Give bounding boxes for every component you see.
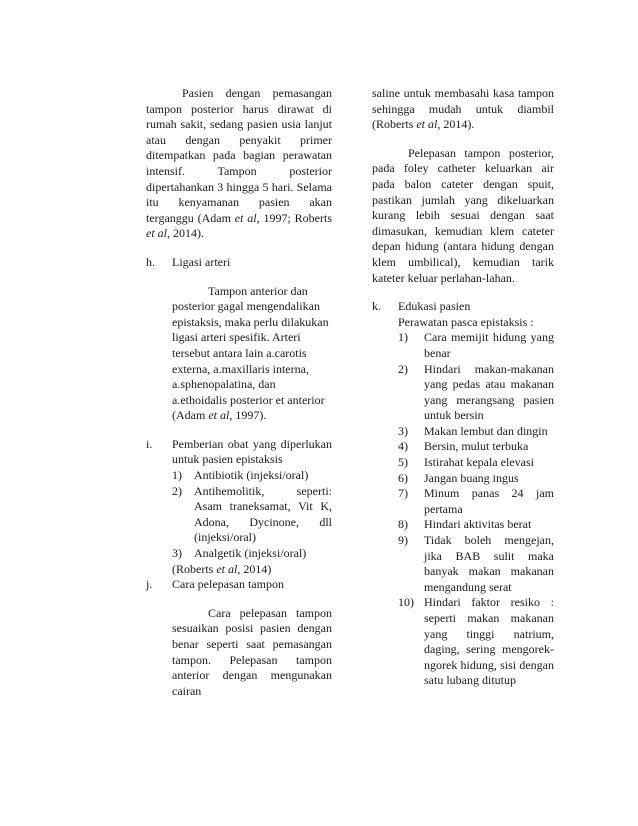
list-item [398,533,554,595]
right-column [372,86,554,689]
list-number: 1) [172,468,182,483]
citation-etal: et al [234,210,257,225]
text-segment: Pasien dengan pemasangan tampon posterior harus dirawat di rumah sakit, sedang pasien usia lanjut atau dengan penyakit primer ditempatkan pada bagian perawatan intensif. Tampon posterior dipertahankan 3 hingga 5 hari. Selama itu kenyamanan pasien akan terganggu (Adam [146,86,332,225]
list-text: Istirahat kepala elevasi [424,455,534,470]
list-item [398,471,554,487]
section-subtitle: Perawatan pasca epistaksis : [398,314,534,329]
list-item [398,439,554,455]
list-number: 7) [398,486,408,501]
section-h [146,255,332,424]
list-item [398,362,554,424]
list-item [172,468,332,484]
list-item [398,595,554,689]
list-number: 3) [398,423,408,438]
list-number: 2) [172,483,182,498]
citation-etal: et al [146,226,167,241]
paragraph-saline [372,86,554,133]
list-text: Minum panas 24 jam pertama [424,486,554,516]
text-segment: (Roberts [172,561,217,576]
list-number: 1) [398,330,408,345]
list-item [398,486,554,517]
list-text: Cara memijit hidung yang benar [424,330,554,360]
paragraph-pelepasan-posterior: Pelepasan tampon posterior, pada foley catheter keluarkan air pada balon cateter dengan spuit, pastikan jumlah yang dikeluarkan kurang lebih sesuai dengan saat dimasukan, kemudian klem cateter depan hidung (antara hidung dengan klem umbilical), kemudian tarik kateter keluar perlahan-lahan. [372,145,554,285]
list-text: Jangan buang ingus [424,470,519,485]
citation [172,562,332,578]
list-item [398,455,554,471]
list-text: Antibiotik (injeksi/oral) [194,468,309,483]
list-item [172,484,332,546]
text-segment: , 2014). [167,226,204,241]
section-j [146,577,332,699]
section-label: h. [146,254,155,269]
list-text: Antihemolitik, seperti: Asam traneksamat, Vit K, Adona, Dycinone, dll (injeksi/oral) [194,483,332,545]
text-segment: Tampon anterior dan posterior gagal mengendalikan epistaksis, maka perlu dilakukan ligasi arteri spesifik. Arteri tersebut antara lain a.carotis externa, a.maxillaris interna, a.sphenopalatina, dan a.ethoidalis posterior et anterior (Adam [172,283,329,423]
list-text: Bersin, mulut terbuka [424,439,529,454]
left-column [146,86,332,699]
section-label: i. [146,436,153,451]
citation-etal: et al, [208,408,233,423]
section-title: Ligasi arteri [172,254,231,269]
list-text: Makan lembut dan dingin [424,423,548,438]
section-k [372,299,554,689]
text-segment: , 2014) [237,561,272,576]
list-text: Hindari makan-makanan yang pedas atau makanan yang merangsang pasien untuk bersin [424,361,554,423]
section-title: Pemberian obat yang diperlukan untuk pasien epistaksis [172,436,332,467]
section-title: Cara pelepasan tampon [172,577,284,592]
paragraph-ligasi [172,284,332,424]
citation-etal: et al, [416,117,441,132]
list-number: 10) [398,595,414,610]
paragraph-pelepasan: Cara pelepasan tampon sesuaikan posisi pasien dengan benar seperti saat pemasangan tampon. Pelepasan tampon anterior dengan mengunakan cairan [172,605,332,698]
section-i [146,437,332,577]
text-segment: 1997). [232,408,267,423]
list-text: Hindari faktor resiko : seperti makan makanan yang tinggi natrium, daging, sering mengorek-ngorek hidung, sisi dengan satu lubang ditutup [424,595,554,688]
text-segment: 2014). [440,117,475,132]
paragraph-tampon-posterior [146,86,332,242]
section-title: Edukasi pasien [398,299,471,314]
citation-etal: et al [216,561,238,576]
section-label: j. [146,577,153,592]
list-item [398,330,554,361]
list-number: 2) [398,361,408,376]
text-segment: saline untuk membasahi kasa tampon sehingga mudah untuk diambil (Roberts [372,86,554,132]
list-item [172,546,332,562]
list-number: 5) [398,455,408,470]
list-text: Hindari aktivitas berat [424,517,532,532]
list-text: Analgetik (injeksi/oral) [194,546,307,561]
list-number: 6) [398,470,408,485]
list-text: Tidak boleh mengejan, jika BAB sulit maka banyak makan makanan mengandung serat [424,533,554,594]
list-number: 4) [398,439,408,454]
list-item [398,517,554,533]
list-number: 3) [172,546,182,561]
list-number: 8) [398,517,408,532]
list-number: 9) [398,533,408,548]
list-item [398,424,554,440]
section-label: k. [372,299,381,314]
text-segment: , 1997; Roberts [256,210,332,225]
